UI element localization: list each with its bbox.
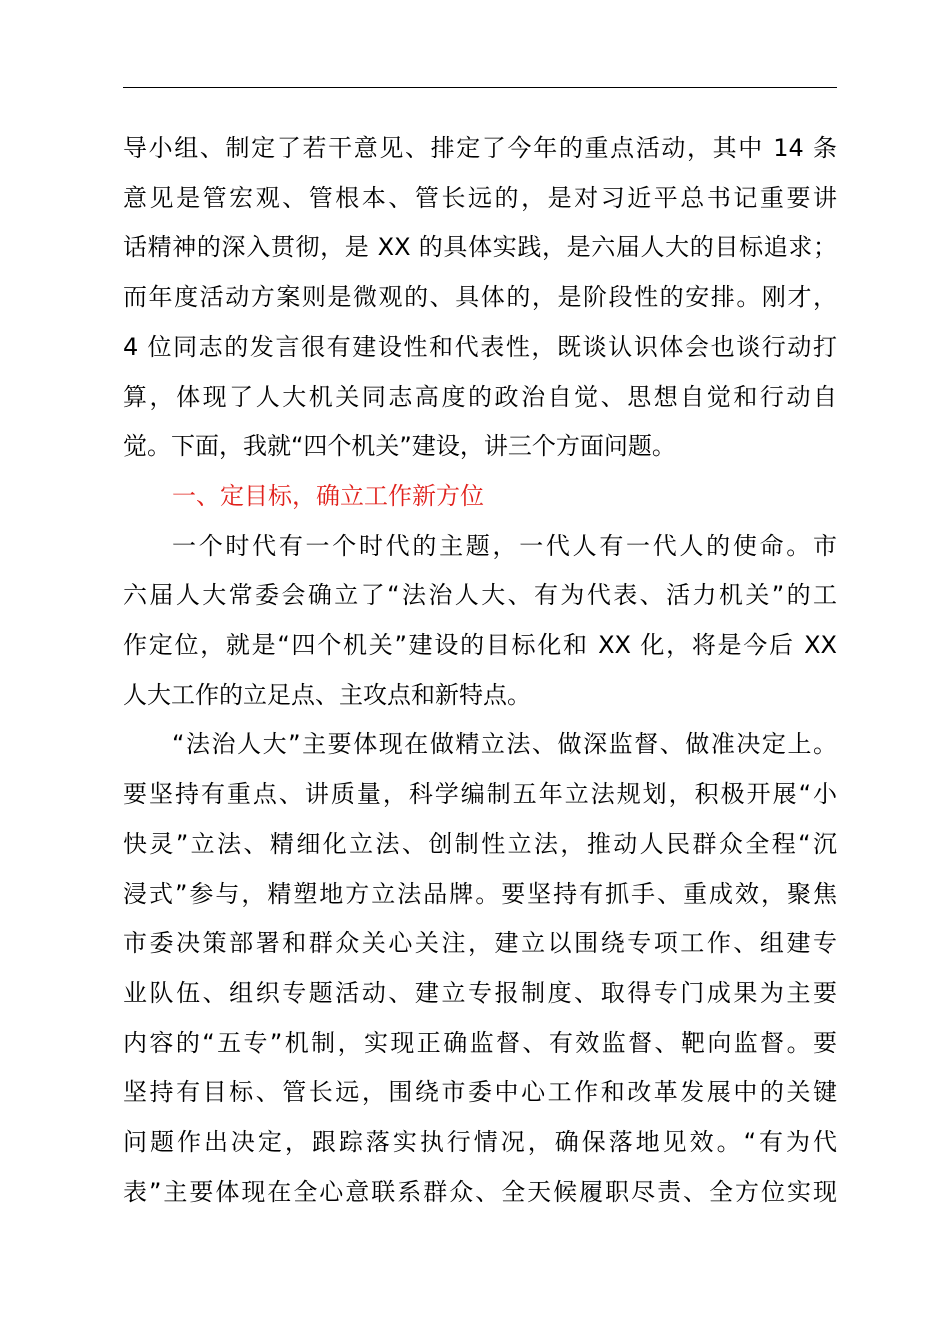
- text-line: 算，体现了人大机关同志高度的政治自觉、思想自觉和行动自: [123, 382, 837, 411]
- text-line: 坚持有目标、管长远，围绕市委中心工作和改革发展中的关键: [123, 1078, 837, 1107]
- text-line: 六届人大常委会确立了“法治人大、有为代表、活力机关”的工: [123, 581, 837, 610]
- text-line: 人大工作的立足点、主攻点和新特点。: [123, 680, 531, 709]
- text-line: 4 位同志的发言很有建设性和代表性，既谈认识体会也谈行动打: [123, 332, 837, 361]
- section-heading: 一、定目标，确立工作新方位: [172, 481, 484, 510]
- text-line: 作定位，就是“四个机关”建设的目标化和 XX 化，将是今后 XX: [123, 631, 837, 659]
- text-line: 市委决策部署和群众关心关注，建立以围绕专项工作、组建专: [123, 929, 837, 958]
- text-line: 业队伍、组织专题活动、建立专报制度、取得专门成果为主要: [123, 978, 837, 1007]
- text-line: 而年度活动方案则是微观的、具体的，是阶段性的安排。刚才，: [123, 283, 837, 312]
- text-line: 快灵”立法、精细化立法、创制性立法，推动人民群众全程“沉: [123, 829, 837, 858]
- text-line: 觉。下面，我就“四个机关”建设，讲三个方面问题。: [123, 432, 676, 461]
- text-line: 意见是管宏观、管根本、管长远的，是对习近平总书记重要讲: [123, 183, 837, 212]
- header-rule: [123, 87, 837, 88]
- text-line: 导小组、制定了若干意见、排定了今年的重点活动，其中 14 条: [123, 134, 837, 162]
- text-line: 表”主要体现在全心意联系群众、全天候履职尽责、全方位实现: [123, 1177, 837, 1206]
- text-line: “法治人大”主要体现在做精立法、做深监督、做准决定上。: [172, 730, 837, 759]
- text-line: 浸式”参与，精塑地方立法品牌。要坚持有抓手、重成效，聚焦: [123, 879, 837, 908]
- text-line: 要坚持有重点、讲质量，科学编制五年立法规划，积极开展“小: [123, 780, 837, 809]
- text-line: 话精神的深入贯彻，是 XX 的具体实践，是六届人大的目标追求；: [123, 233, 837, 262]
- text-line: 问题作出决定，跟踪落实执行情况，确保落地见效。“有为代: [123, 1128, 837, 1156]
- text-line: 内容的“五专”机制，实现正确监督、有效监督、靶向监督。要: [123, 1028, 837, 1057]
- text-line: 一个时代有一个时代的主题，一代人有一代人的使命。市: [172, 531, 837, 560]
